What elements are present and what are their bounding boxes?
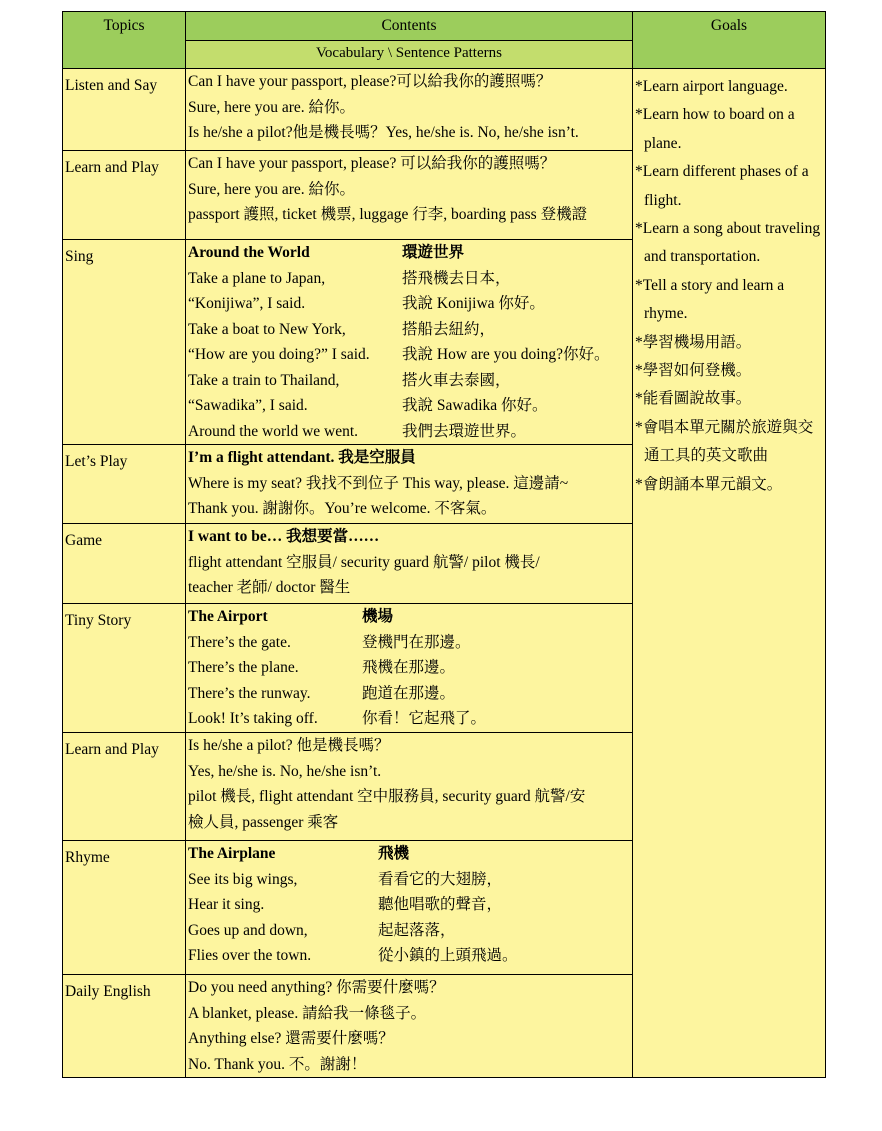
content-english: teacher 老師/ doctor 醫生 bbox=[188, 579, 351, 596]
content-english: There’s the gate. bbox=[188, 633, 291, 651]
content-line bbox=[188, 784, 630, 810]
content-cell bbox=[186, 841, 633, 975]
content-line bbox=[188, 892, 630, 918]
content-chinese: 我們去環遊世界。 bbox=[402, 422, 527, 440]
content-english: The Airplane bbox=[188, 845, 276, 862]
content-english: Can I have your passport, please? 可以給我你的護照嗎？ bbox=[188, 155, 556, 172]
topic-cell: Daily English bbox=[63, 975, 186, 1078]
content-line bbox=[188, 393, 630, 419]
content-line bbox=[188, 1052, 630, 1078]
content-english: Can I have your passport, please?可以給我你的護照嗎？ bbox=[188, 73, 552, 90]
content-english: Yes, he/she is. No, he/she isn’t. bbox=[188, 762, 382, 780]
content-title bbox=[188, 841, 630, 867]
content-line bbox=[188, 918, 630, 944]
content-chinese: 環遊世界 bbox=[402, 244, 465, 261]
content-line bbox=[188, 419, 630, 445]
goal-item: *會唱本單元關於旅遊與交通工具的英文歌曲 bbox=[635, 418, 814, 465]
content-line bbox=[188, 681, 630, 707]
content-line bbox=[188, 943, 630, 969]
content-english: The Airport bbox=[188, 608, 268, 625]
content-chinese: 登機門在那邊。 bbox=[362, 633, 471, 651]
content-english: Do you need anything? 你需要什麼嗎？ bbox=[188, 979, 445, 996]
content-chinese: 搭飛機去日本， bbox=[402, 269, 511, 287]
content-english: passport 護照, ticket 機票, luggage 行李, boarding pass 登機證 bbox=[188, 206, 588, 223]
content-line bbox=[188, 550, 630, 576]
content-english: Thank you. 謝謝你。You’re welcome. 不客氣。 bbox=[188, 500, 497, 517]
content-english: Anything else? 還需要什麼嗎？ bbox=[188, 1030, 394, 1047]
content-chinese: 聽他唱歌的聲音， bbox=[378, 896, 503, 913]
content-chinese: 我說 Konijiwa 你好。 bbox=[402, 295, 545, 312]
content-english: Where is my seat? 我找不到位子 This way, please. 這邊請~ bbox=[188, 474, 569, 492]
content-english: Flies over the town. bbox=[188, 947, 312, 964]
goal-item: *Learn airport language. bbox=[635, 78, 788, 95]
content-cell bbox=[186, 240, 633, 445]
content-line bbox=[188, 266, 630, 292]
content-line bbox=[188, 759, 630, 785]
content-line bbox=[188, 69, 630, 95]
content-line bbox=[188, 120, 630, 146]
content-cell bbox=[186, 524, 633, 604]
curriculum-table bbox=[62, 11, 826, 1078]
content-line bbox=[188, 655, 630, 681]
content-cell bbox=[186, 975, 633, 1078]
content-english: No. Thank you. 不。謝謝！ bbox=[188, 1055, 367, 1073]
content-chinese: 起起落落， bbox=[378, 921, 456, 939]
content-line bbox=[188, 177, 630, 203]
content-cell bbox=[186, 151, 633, 240]
content-english: Is he/she a pilot? 他是機長嗎？ bbox=[188, 737, 390, 754]
goal-item: *能看圖說故事。 bbox=[635, 390, 752, 408]
header-goals: Goals bbox=[633, 12, 826, 69]
topic-cell: Rhyme bbox=[63, 841, 186, 975]
content-line bbox=[188, 1001, 630, 1027]
content-line bbox=[188, 202, 630, 228]
content-cell bbox=[186, 733, 633, 841]
content-english: Sure, here you are. 給你。 bbox=[188, 98, 356, 116]
topic-cell: Let’s Play bbox=[63, 445, 186, 524]
goal-item: *Learn different phases of a flight. bbox=[635, 163, 809, 209]
content-line bbox=[188, 630, 630, 656]
content-chinese: 飛機 bbox=[378, 845, 410, 862]
content-english: 檢人員, passenger 乘客 bbox=[188, 813, 339, 831]
topic-cell: Game bbox=[63, 524, 186, 604]
content-line bbox=[188, 867, 630, 893]
topic-cell: Learn and Play bbox=[63, 733, 186, 841]
content-english: Look! It’s taking off. bbox=[188, 710, 318, 727]
content-english: Hear it sing. bbox=[188, 896, 265, 913]
goal-item: *Learn a song about traveling and transportation. bbox=[635, 220, 821, 266]
content-chinese: 機場 bbox=[362, 608, 394, 625]
content-line bbox=[188, 733, 630, 759]
content-english: Goes up and down, bbox=[188, 921, 308, 939]
content-title bbox=[188, 445, 630, 471]
content-english: “Sawadika”, I said. bbox=[188, 397, 308, 414]
goal-item: *學習機場用語。 bbox=[635, 333, 752, 351]
content-chinese: 搭火車去泰國， bbox=[402, 371, 511, 389]
content-line bbox=[188, 975, 630, 1001]
content-title bbox=[188, 240, 630, 266]
content-chinese: 跑道在那邊。 bbox=[362, 684, 456, 702]
content-title bbox=[188, 604, 630, 630]
content-english: I’m a flight attendant. 我是空服員 bbox=[188, 449, 416, 466]
header-contents: Contents bbox=[186, 12, 633, 41]
content-line bbox=[188, 706, 630, 732]
content-english: pilot 機長, flight attendant 空中服務員, security guard 航警/安 bbox=[188, 788, 586, 805]
content-chinese: 從小鎮的上頭飛過。 bbox=[378, 947, 518, 964]
content-line bbox=[188, 471, 630, 497]
content-english: flight attendant 空服員/ security guard 航警/ pilot 機長/ bbox=[188, 553, 540, 571]
content-line bbox=[188, 368, 630, 394]
topic-cell: Listen and Say bbox=[63, 69, 186, 151]
content-english: “Konijiwa”, I said. bbox=[188, 295, 306, 312]
content-english: There’s the runway. bbox=[188, 684, 311, 702]
content-line bbox=[188, 95, 630, 121]
content-english: Around the World bbox=[188, 244, 310, 261]
topic-cell: Sing bbox=[63, 240, 186, 445]
content-english: Is he/she a pilot?他是機長嗎？Yes, he/she is. No, he/she isn’t. bbox=[188, 124, 579, 141]
header-vocabulary-patterns: Vocabulary \ Sentence Patterns bbox=[186, 41, 633, 69]
goal-item: *Tell a story and learn a rhyme. bbox=[635, 276, 785, 323]
content-english: A blanket, please. 請給我一條毯子。 bbox=[188, 1004, 427, 1022]
content-english: Take a boat to New York, bbox=[188, 320, 346, 338]
content-line bbox=[188, 1026, 630, 1052]
topic-cell: Tiny Story bbox=[63, 604, 186, 733]
content-english: Take a plane to Japan, bbox=[188, 269, 326, 287]
content-english: There’s the plane. bbox=[188, 659, 299, 676]
content-english: I want to be… 我想要當…… bbox=[188, 528, 380, 545]
table-row bbox=[63, 69, 826, 151]
content-english: “How are you doing?” I said. bbox=[188, 346, 370, 363]
content-english: See its big wings, bbox=[188, 870, 298, 888]
content-line bbox=[188, 496, 630, 522]
content-cell bbox=[186, 445, 633, 524]
content-chinese: 飛機在那邊。 bbox=[362, 659, 456, 676]
content-cell bbox=[186, 69, 633, 151]
content-line bbox=[188, 317, 630, 343]
content-title bbox=[188, 524, 630, 550]
content-chinese: 我說 How are you doing?你好。 bbox=[402, 346, 610, 363]
content-chinese: 看看它的大翅膀， bbox=[378, 870, 503, 888]
goals-cell bbox=[633, 69, 826, 1078]
goal-item: *學習如何登機。 bbox=[635, 362, 752, 380]
content-line bbox=[188, 291, 630, 317]
content-cell bbox=[186, 604, 633, 733]
content-english: Around the world we went. bbox=[188, 422, 359, 440]
goal-item: *Learn how to board on a plane. bbox=[635, 106, 795, 152]
content-chinese: 你看！它起飛了。 bbox=[362, 710, 487, 727]
header-topics: Topics bbox=[63, 12, 186, 69]
content-line bbox=[188, 151, 630, 177]
content-english: Sure, here you are. 給你。 bbox=[188, 180, 356, 198]
content-chinese: 搭船去紐約， bbox=[402, 320, 496, 338]
content-english: Take a train to Thailand, bbox=[188, 371, 340, 389]
content-chinese: 我說 Sawadika 你好。 bbox=[402, 397, 548, 414]
content-line bbox=[188, 810, 630, 836]
content-line bbox=[188, 342, 630, 368]
goal-item: *會朗誦本單元韻文。 bbox=[635, 475, 783, 493]
content-line bbox=[188, 575, 630, 601]
topic-cell: Learn and Play bbox=[63, 151, 186, 240]
